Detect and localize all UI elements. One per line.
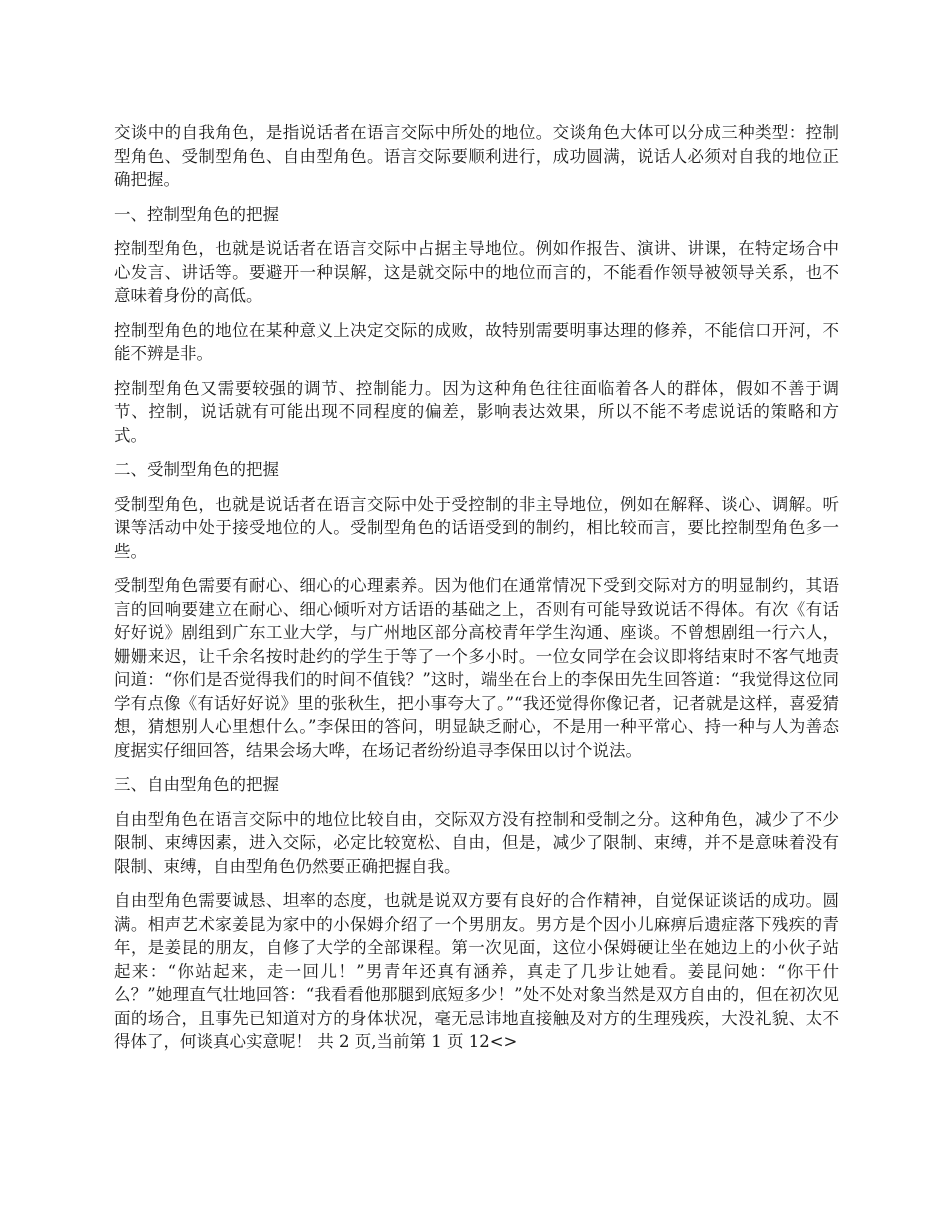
restricted-paragraph-2: 受制型角色需要有耐心、细心的心理素养。因为他们在通常情况下受到交际对方的明显制约，其语言的回响要建立在耐心、细心倾听对方话语的基础之上，否则有可能导致说话不得体。有次《有话好好说》剧组到广东工业大学，与广州地区部分高校青年学生沟通、座谈。不曾想剧组一行六人，姗姗来迟，让千余名按时赴约的学生于等了一个多小时。一位女同学在会议即将结束时不客气地责问道：“你们是否觉得我们的时间不值钱？”这时，端坐在台上的李保田先生回答道：“我觉得这位同学有点像《有话好好说》里的张秋生，把小事夸大了。”“我还觉得你像记者，记者就是这样，喜爱猜想，猜想别人心里想什么。”李保田的答问，明显缺乏耐心，不是用一种平常心、持一种与人为善态度据实仔细回答，结果会场大哗，在场记者纷纷追寻李保田以讨个说法。 — [114, 576, 839, 760]
section-heading-restricted: 二、受制型角色的把握 — [114, 460, 279, 479]
section-heading-control: 一、控制型角色的把握 — [114, 204, 279, 224]
pagination-page-2[interactable]: 2 — [479, 1032, 490, 1051]
document-body — [114, 121, 839, 1065]
restricted-paragraph-1: 受制型角色，也就是说话者在语言交际中处于受控制的非主导地位，例如在解释、谈心、调解。听课等活动中处于接受地位的人。受制型角色的话语受到的制约，相比较而言，要比控制型角色多一些。 — [114, 494, 839, 561]
free-paragraph-2 — [114, 889, 839, 1054]
pagination-prev[interactable]: < — [489, 1032, 504, 1051]
pagination-summary: 共 2 页,当前第 1 页 — [312, 1032, 469, 1051]
intro-paragraph: 交谈中的自我角色，是指说话者在语言交际中所处的地位。交谈角色大体可以分成三种类型：控制型角色、受制型角色、自由型角色。语言交际要顺利进行，成功圆满，说话人必须对自我的地位正确把握。 — [114, 123, 839, 189]
control-paragraph-3: 控制型角色又需要较强的调节、控制能力。因为这种角色往往面临着各人的群体，假如不善于调节、控制，说话就有可能出现不同程度的偏差，影响表达效果，所以不能不考虑说话的策略和方式。 — [114, 378, 839, 445]
section-heading-free: 三、自由型角色的把握 — [114, 775, 279, 794]
free-paragraph-2-text: 自由型角色需要诚恳、坦率的态度，也就是说双方要有良好的合作精神，自觉保证谈话的成功。圆满。相声艺术家姜昆为家中的小保姆介绍了一个男朋友。男方是个因小儿麻痹后遗症落下残疾的青年，是姜昆的朋友，自修了大学的全部课程。第一次见面，这位小保姆硬让坐在她边上的小伙子站起来：“你站起来，走一回儿！”男青年还真有涵养，真走了几步让她看。姜昆问她：“你干什么？”她理直气壮地回答：“我看看他那腿到底短多少！”处不处对象当然是双方自由的，但在初次见面的场合，且事先已知道对方的身体状况，毫无忌讳地直接触及对方的生理残疾，大没礼貌、太不得体了，何谈真心实意呢！ — [114, 891, 839, 1051]
pagination-page-1[interactable]: 1 — [468, 1032, 480, 1051]
control-paragraph-2: 控制型角色的地位在某种意义上决定交际的成败，故特别需要明事达理的修养，不能信口开河，不能不辨是非。 — [114, 320, 839, 363]
free-paragraph-1: 自由型角色在语言交际中的地位比较自由，交际双方没有控制和受制之分。这种角色，减少了不少限制、束缚因素，进入交际，必定比较宽松、自由，但是，减少了限制、束缚，并不是意味着没有限制、束缚，自由型角色仍然要正确把握自我。 — [114, 809, 839, 876]
pagination-next[interactable]: > — [503, 1032, 518, 1051]
control-paragraph-1: 控制型角色，也就是说话者在语言交际中占据主导地位。例如作报告、演讲、讲课，在特定场合中心发言、讲话等。要避开一种误解，这是就交际中的地位而言的，不能看作领导被领导关系，也不意味着身份的高低。 — [114, 239, 839, 305]
